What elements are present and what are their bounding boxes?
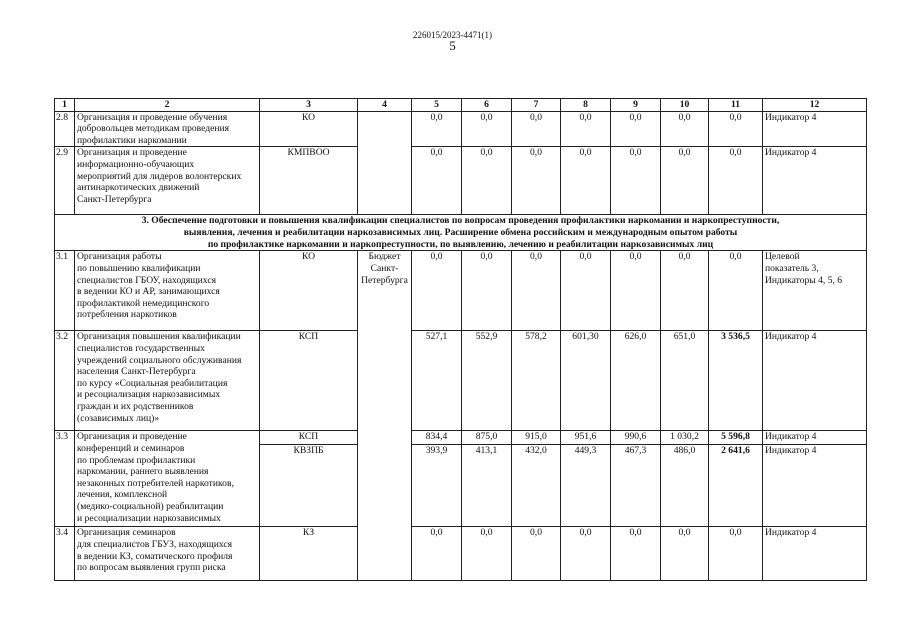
value-cell: 0,0	[611, 111, 661, 147]
col-header: 6	[462, 99, 512, 112]
col-header: 12	[763, 99, 867, 112]
value-cell: 0,0	[462, 147, 512, 215]
total-cell: 5 596,8	[709, 431, 763, 445]
value-cell: 0,0	[412, 251, 462, 331]
row-number: 2.9	[55, 147, 75, 215]
value-cell: 0,0	[661, 147, 709, 215]
col-header: 7	[512, 99, 561, 112]
activity-description: Организация семинаров для специалистов ГБУЗ, находящихся в ведении КЗ, соматического профиля по вопросам выявления групп риска	[75, 527, 260, 581]
total-cell: 0,0	[709, 251, 763, 331]
value-cell: 486,0	[661, 445, 709, 527]
page-number: 5	[449, 38, 456, 53]
value-cell: 601,30	[561, 331, 611, 431]
value-cell: 0,0	[412, 111, 462, 147]
row-number: 3.3	[55, 431, 75, 527]
executor: КО	[260, 111, 358, 147]
section-heading: 3. Обеспечение подготовки и повышения квалификации специалистов по вопросам проведения профилактики наркомании и наркопреступности, выявления, лечения и реабилитации наркозависимых лиц. Расширение обмена российским и международным опытом работы по профилактике наркомании и наркопреступности, по выявлению, лечению и реабилитации наркозависимых лиц	[55, 215, 867, 251]
row-number: 3.2	[55, 331, 75, 431]
total-cell: 0,0	[709, 147, 763, 215]
value-cell: 0,0	[412, 147, 462, 215]
value-cell: 0,0	[661, 251, 709, 331]
value-cell: 552,9	[462, 331, 512, 431]
value-cell: 449,3	[561, 445, 611, 527]
executor: КЗ	[260, 527, 358, 581]
value-cell: 0,0	[611, 527, 661, 581]
value-cell: 875,0	[462, 431, 512, 445]
row-number: 2.8	[55, 111, 75, 147]
value-cell: 915,0	[512, 431, 561, 445]
value-cell: 626,0	[611, 331, 661, 431]
table-row	[55, 147, 867, 215]
table-row	[55, 251, 867, 331]
col-header: 5	[412, 99, 462, 112]
value-cell: 527,1	[412, 331, 462, 431]
value-cell: 0,0	[561, 111, 611, 147]
value-cell: 0,0	[561, 527, 611, 581]
col-header: 10	[661, 99, 709, 112]
value-cell: 578,2	[512, 331, 561, 431]
col-header: 3	[260, 99, 358, 112]
executor: КВЗПБ	[260, 445, 358, 527]
value-cell: 0,0	[512, 527, 561, 581]
indicator: Индикатор 4	[763, 147, 867, 215]
col-header: 1	[55, 99, 75, 112]
value-cell: 651,0	[661, 331, 709, 431]
activity-description: Организация и проведение информационно-обучающих мероприятий для лидеров волонтерских антинаркотических движений Санкт-Петербурга	[75, 147, 260, 215]
value-cell: 0,0	[611, 251, 661, 331]
col-header: 8	[561, 99, 611, 112]
indicator: Индикатор 4	[763, 111, 867, 147]
indicator: Целевой показатель 3, Индикаторы 4, 5, 6	[763, 251, 867, 331]
total-cell: 3 536,5	[709, 331, 763, 431]
value-cell: 393,9	[412, 445, 462, 527]
col-header: 11	[709, 99, 763, 112]
value-cell: 0,0	[512, 251, 561, 331]
value-cell: 467,3	[611, 445, 661, 527]
funding-source	[358, 147, 412, 215]
row-number: 3.1	[55, 251, 75, 331]
table-row	[55, 331, 867, 431]
total-cell: 2 641,6	[709, 445, 763, 527]
program-table	[54, 98, 867, 581]
value-cell: 0,0	[462, 527, 512, 581]
funding-source: Бюджет Санкт- Петербурга	[358, 251, 412, 331]
value-cell: 0,0	[512, 147, 561, 215]
value-cell: 834,4	[412, 431, 462, 445]
value-cell: 990,6	[611, 431, 661, 445]
executor: КО	[260, 251, 358, 331]
value-cell: 0,0	[512, 111, 561, 147]
executor: КСП	[260, 431, 358, 445]
section-heading-row	[55, 215, 867, 251]
value-cell: 0,0	[462, 251, 512, 331]
col-header: 9	[611, 99, 661, 112]
total-cell: 0,0	[709, 111, 763, 147]
value-cell: 0,0	[412, 527, 462, 581]
col-header: 2	[75, 99, 260, 112]
funding-source	[358, 331, 412, 431]
value-cell: 0,0	[661, 111, 709, 147]
value-cell: 0,0	[661, 527, 709, 581]
value-cell: 0,0	[561, 251, 611, 331]
value-cell: 1 030,2	[661, 431, 709, 445]
table-row	[55, 527, 867, 581]
document-code: 226015/2023-4471(1)	[413, 30, 492, 40]
value-cell: 0,0	[611, 147, 661, 215]
indicator: Индикатор 4	[763, 445, 867, 527]
indicator: Индикатор 4	[763, 431, 867, 445]
executor: КСП	[260, 331, 358, 431]
indicator: Индикатор 4	[763, 331, 867, 431]
column-header-row	[55, 99, 867, 112]
value-cell: 951,6	[561, 431, 611, 445]
value-cell: 0,0	[462, 111, 512, 147]
indicator: Индикатор 4	[763, 527, 867, 581]
funding-source	[358, 527, 412, 581]
row-number: 3.4	[55, 527, 75, 581]
funding-source	[358, 111, 412, 147]
funding-source	[358, 431, 412, 527]
activity-description: Организация работы по повышению квалификации специалистов ГБОУ, находящихся в ведении КО и АР, занимающихся профилактикой немедицинского потребления наркотиков	[75, 251, 260, 331]
value-cell: 432,0	[512, 445, 561, 527]
table-row	[55, 111, 867, 147]
activity-description: Организация и проведение конференций и семинаров по проблемам профилактики наркомании, раннего выявления незаконных потребителей наркотиков, лечения, комплексной (медико-социальной) реабилитации и ресоциализации наркозависимых	[75, 431, 260, 527]
value-cell: 0,0	[561, 147, 611, 215]
value-cell: 413,1	[462, 445, 512, 527]
total-cell: 0,0	[709, 527, 763, 581]
activity-description: Организация повышения квалификации специалистов государственных учреждений социального обслуживания населения Санкт-Петербурга по курсу «Социальная реабилитация и ресоциализация наркозависимых граждан и их родственников (созависимых лиц)»	[75, 331, 260, 431]
activity-description: Организация и проведение обучения добровольцев методикам проведения профилактики наркомании	[75, 111, 260, 147]
executor: КМПВОО	[260, 147, 358, 215]
table-row	[55, 431, 867, 445]
col-header: 4	[358, 99, 412, 112]
